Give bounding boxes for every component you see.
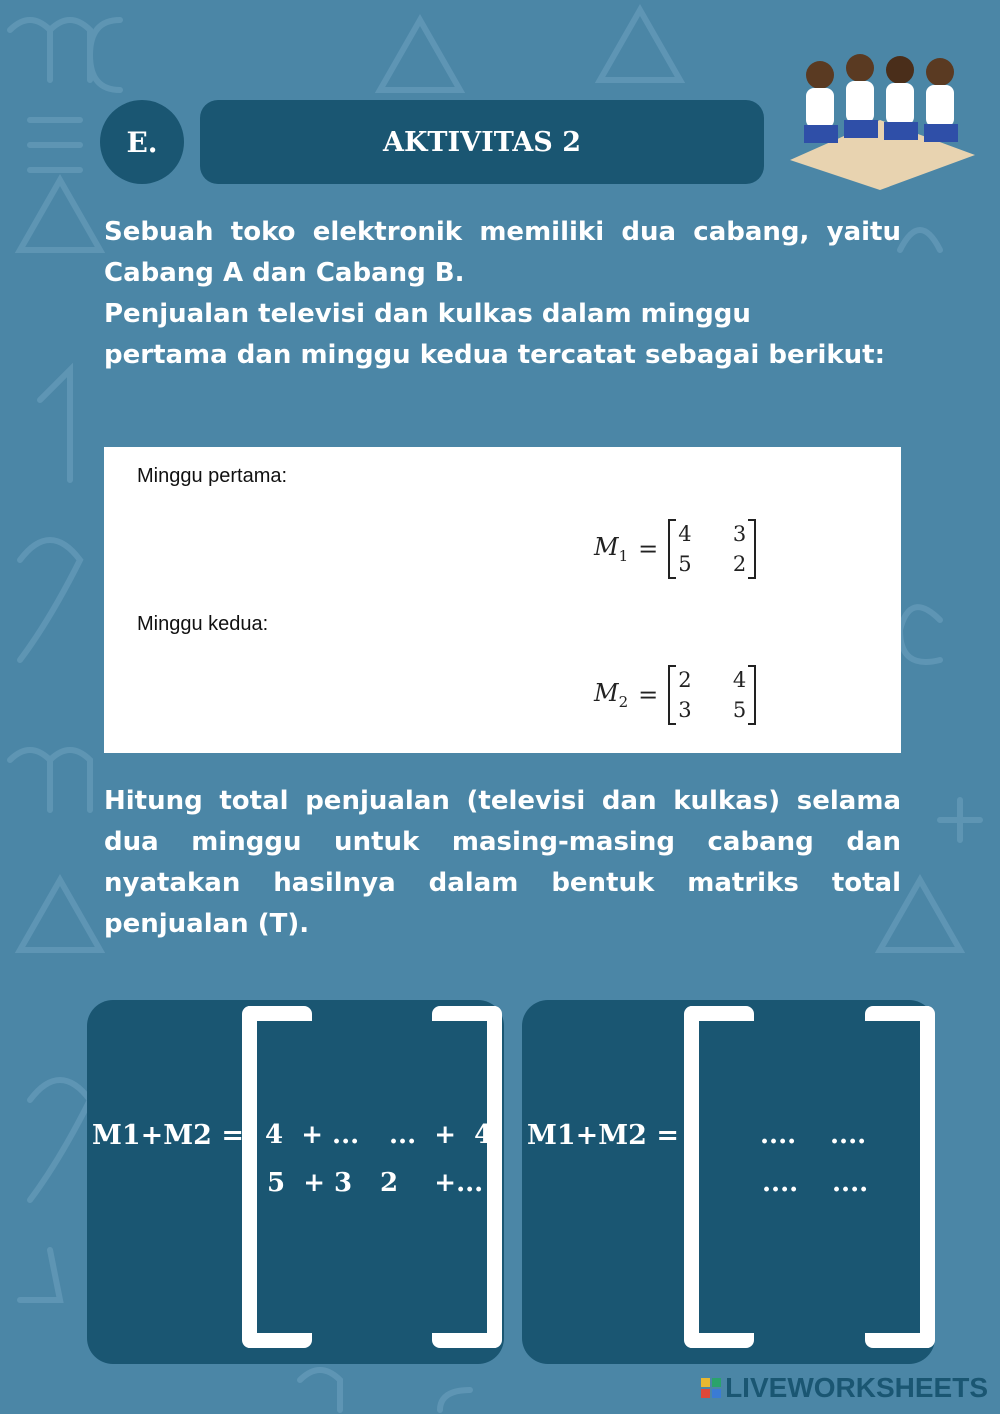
right-cell-r1c2[interactable]: .... bbox=[830, 1120, 867, 1150]
m2-cell: 3 bbox=[678, 698, 692, 722]
section-badge: E. bbox=[100, 100, 184, 184]
m1-cell: 4 bbox=[678, 522, 692, 546]
m2-symbol bbox=[594, 679, 628, 711]
m1-cell: 2 bbox=[732, 552, 747, 576]
left-panel-label: M1+M2 = bbox=[92, 1120, 244, 1151]
right-cell-r2c1[interactable]: .... bbox=[762, 1168, 799, 1198]
right-bracket-open bbox=[684, 1006, 754, 1348]
intro-text-2b: pertama dan minggu kedua tercatat sebagai berikut: bbox=[104, 340, 885, 370]
left-cell-r1c1[interactable]: 4 + ... bbox=[265, 1120, 360, 1150]
m1-sub: 1 bbox=[618, 546, 629, 565]
right-cell-r1c1[interactable]: .... bbox=[760, 1120, 797, 1150]
intro-paragraph bbox=[104, 212, 901, 376]
m1-equals: = bbox=[638, 535, 659, 563]
matrix-m2 bbox=[594, 665, 756, 725]
m2-equals: = bbox=[638, 681, 659, 709]
m2-cell: 2 bbox=[678, 668, 692, 692]
left-cell-r2c1[interactable]: 5 + 3 bbox=[267, 1168, 353, 1198]
left-cell-r1c2[interactable]: ... + 4 bbox=[389, 1120, 493, 1150]
m2-grid bbox=[668, 665, 756, 725]
week2-label: Minggu kedua: bbox=[137, 613, 269, 635]
m1-symbol bbox=[594, 533, 628, 565]
students-illustration bbox=[780, 40, 980, 190]
matrix-m1 bbox=[594, 519, 756, 579]
logo-grid-icon bbox=[701, 1378, 721, 1398]
intro-text-2a: Penjualan televisi dan kulkas dalam minggu bbox=[104, 299, 751, 329]
liveworksheets-logo[interactable] bbox=[701, 1372, 988, 1404]
m1-name: M bbox=[594, 533, 619, 562]
question-paragraph: Hitung total penjualan (televisi dan kulkas) selama dua minggu untuk masing-masing cabang dan nyatakan hasilnya dalam bentuk matriks total penjualan (T). bbox=[104, 786, 901, 939]
m2-cell: 4 bbox=[732, 668, 747, 692]
left-answer-panel bbox=[87, 1000, 504, 1364]
activity-title: AKTIVITAS 2 bbox=[200, 100, 764, 184]
right-panel-label: M1+M2 = bbox=[527, 1120, 679, 1151]
m1-cell: 3 bbox=[732, 522, 747, 546]
week1-label: Minggu pertama: bbox=[137, 465, 288, 487]
m1-cell: 5 bbox=[678, 552, 692, 576]
m2-name: M bbox=[594, 679, 619, 708]
m2-cell: 5 bbox=[732, 698, 747, 722]
intro-text-1: Sebuah toko elektronik memiliki dua cabang, yaitu Cabang A dan Cabang B. bbox=[104, 217, 901, 288]
m2-sub: 2 bbox=[618, 692, 629, 711]
m1-grid bbox=[668, 519, 756, 579]
matrix-card bbox=[104, 447, 901, 753]
right-cell-r2c2[interactable]: .... bbox=[832, 1168, 869, 1198]
right-bracket-close bbox=[865, 1006, 935, 1348]
logo-text: LIVEWORKSHEETS bbox=[725, 1372, 988, 1403]
left-cell-r2c2[interactable]: 2 +... bbox=[380, 1168, 484, 1198]
right-answer-panel bbox=[522, 1000, 935, 1364]
